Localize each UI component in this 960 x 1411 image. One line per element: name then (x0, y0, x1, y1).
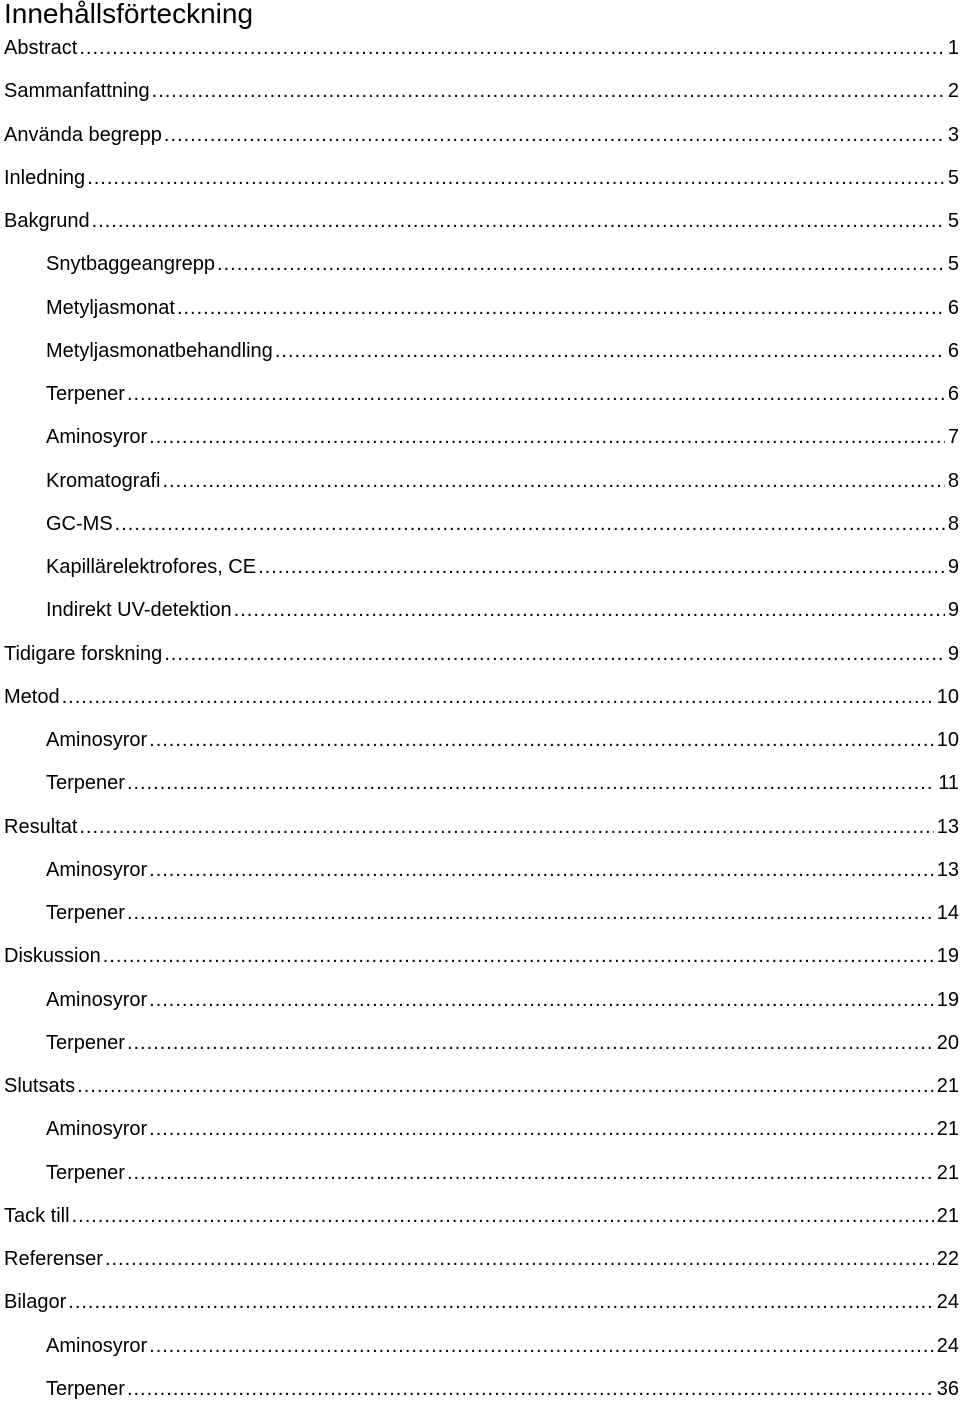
toc-entry-label: Resultat (4, 815, 78, 838)
toc-entry-label: Slutsats (4, 1075, 76, 1097)
toc-entry-page-number: 13 (936, 858, 959, 881)
toc-dot-leader (152, 70, 945, 113)
toc-entry[interactable] (0, 416, 960, 459)
toc-dot-leader (127, 762, 935, 805)
toc-entry-label: Aminosyror (46, 1334, 148, 1357)
toc-entry[interactable] (0, 892, 960, 935)
toc-entry-label: Terpener (46, 1161, 125, 1184)
toc-entry[interactable] (0, 676, 960, 719)
toc-dot-leader (217, 243, 945, 286)
toc-entry-page-number: 9 (947, 642, 959, 665)
toc-entry-label: Terpener (46, 772, 125, 795)
toc-entry-page-number: 13 (936, 815, 959, 838)
toc-dot-leader (149, 1325, 934, 1368)
toc-entry-page-number: 1 (947, 37, 959, 59)
toc-entry-page-number: 21 (936, 1118, 959, 1141)
toc-entry-label: Snytbaggeangrepp (46, 253, 216, 276)
toc-entry-page-number: 5 (947, 166, 959, 189)
toc-entry-label: Bakgrund (4, 210, 90, 232)
toc-dot-leader (149, 1108, 934, 1151)
toc-entry-label: Sammanfattning (4, 80, 150, 103)
toc-entry[interactable] (0, 1022, 960, 1065)
toc-entry-page-number: 24 (936, 1334, 959, 1357)
toc-entry-label: Terpener (46, 1377, 125, 1400)
toc-entry-page-number: 8 (947, 512, 959, 535)
toc-entry-page-number: 21 (936, 1204, 959, 1227)
toc-entry[interactable] (0, 849, 960, 892)
toc-entry[interactable] (0, 1152, 960, 1195)
toc-entry[interactable] (0, 633, 960, 676)
toc-dot-leader (149, 416, 945, 459)
toc-entry-label: Tack till (4, 1204, 70, 1227)
toc-entry-label: Terpener (46, 383, 125, 405)
toc-list (0, 27, 960, 1411)
toc-dot-leader (149, 849, 934, 892)
toc-dot-leader (149, 719, 934, 762)
toc-entry[interactable] (0, 719, 960, 762)
toc-entry-page-number: 7 (947, 426, 959, 449)
toc-dot-leader (79, 806, 933, 849)
toc-dot-leader (92, 200, 945, 243)
toc-entry-label: Terpener (46, 902, 125, 924)
toc-entry-label: Tidigare forskning (4, 642, 163, 665)
toc-entry-page-number: 11 (938, 772, 959, 795)
toc-entry[interactable] (0, 27, 960, 70)
toc-entry[interactable] (0, 806, 960, 849)
toc-entry-label: Indirekt UV-detektion (46, 599, 232, 622)
toc-dot-leader (164, 633, 945, 676)
toc-dot-leader (127, 1152, 934, 1195)
toc-entry[interactable] (0, 1065, 960, 1108)
toc-entry[interactable] (0, 1325, 960, 1368)
toc-dot-leader (127, 892, 934, 935)
toc-entry-page-number: 9 (947, 556, 959, 578)
toc-entry[interactable] (0, 503, 960, 546)
toc-title: Innehållsförteckning (4, 0, 254, 29)
toc-entry-page-number: 20 (936, 1031, 959, 1054)
toc-entry-label: Abstract (4, 37, 78, 59)
toc-dot-leader (105, 1238, 934, 1281)
toc-entry-page-number: 21 (936, 1161, 959, 1184)
toc-entry-page-number: 2 (947, 80, 959, 103)
toc-dot-leader (258, 546, 945, 589)
toc-entry-page-number: 5 (947, 210, 959, 232)
toc-dot-leader (127, 373, 945, 416)
toc-entry[interactable] (0, 1281, 960, 1324)
toc-entry[interactable] (0, 330, 960, 373)
toc-dot-leader (115, 503, 945, 546)
toc-entry-page-number: 8 (947, 469, 959, 492)
toc-dot-leader (62, 676, 934, 719)
toc-entry[interactable] (0, 546, 960, 589)
toc-entry[interactable] (0, 979, 960, 1022)
toc-dot-leader (77, 1065, 934, 1108)
toc-entry[interactable] (0, 1238, 960, 1281)
toc-entry-page-number: 36 (936, 1377, 959, 1400)
toc-entry-label: Aminosyror (46, 729, 148, 751)
toc-dot-leader (177, 287, 945, 330)
toc-dot-leader (87, 157, 945, 200)
toc-entry-page-number: 6 (947, 296, 959, 319)
toc-entry-label: Kapillärelektrofores, CE (46, 556, 257, 578)
toc-entry-label: GC-MS (46, 512, 113, 535)
toc-entry-page-number: 3 (947, 123, 959, 146)
toc-entry-label: Aminosyror (46, 426, 148, 449)
toc-entry[interactable] (0, 157, 960, 200)
toc-entry-label: Terpener (46, 1031, 125, 1054)
toc-entry-page-number: 19 (936, 945, 959, 968)
toc-entry-label: Diskussion (4, 945, 101, 968)
toc-entry-page-number: 14 (936, 902, 959, 924)
toc-entry[interactable] (0, 589, 960, 632)
toc-entry-label: Bilagor (4, 1291, 67, 1314)
toc-entry-page-number: 6 (947, 339, 959, 362)
toc-entry-page-number: 6 (947, 383, 959, 405)
toc-entry-page-number: 21 (936, 1075, 959, 1097)
toc-entry-page-number: 10 (936, 685, 959, 708)
toc-entry-label: Använda begrepp (4, 123, 162, 146)
toc-entry[interactable] (0, 114, 960, 157)
toc-entry[interactable] (0, 70, 960, 113)
toc-entry[interactable] (0, 1195, 960, 1238)
toc-dot-leader (68, 1281, 933, 1324)
toc-dot-leader (79, 27, 945, 70)
toc-entry[interactable] (0, 1368, 960, 1411)
toc-entry[interactable] (0, 373, 960, 416)
toc-entry-page-number: 22 (936, 1248, 959, 1270)
toc-dot-leader (103, 935, 934, 978)
toc-dot-leader (234, 589, 945, 632)
toc-entry[interactable] (0, 935, 960, 978)
toc-entry-label: Metyljasmonatbehandling (46, 339, 273, 362)
toc-entry-page-number: 24 (936, 1291, 959, 1314)
toc-entry-label: Metod (4, 685, 60, 708)
toc-entry-label: Kromatografi (46, 469, 161, 492)
toc-entry-page-number: 19 (936, 988, 959, 1011)
toc-dot-leader (72, 1195, 934, 1238)
toc-dot-leader (149, 979, 934, 1022)
toc-entry-page-number: 10 (936, 729, 959, 751)
toc-entry[interactable] (0, 287, 960, 330)
toc-entry-label: Metyljasmonat (46, 296, 175, 319)
toc-dot-leader (163, 460, 945, 503)
toc-dot-leader (275, 330, 945, 373)
toc-entry-page-number: 9 (947, 599, 959, 622)
toc-dot-leader (127, 1022, 934, 1065)
toc-entry[interactable] (0, 243, 960, 286)
toc-entry[interactable] (0, 460, 960, 503)
toc-entry[interactable] (0, 200, 960, 243)
toc-entry[interactable] (0, 1108, 960, 1151)
toc-entry-label: Aminosyror (46, 858, 148, 881)
toc-entry[interactable] (0, 762, 960, 805)
toc-entry-label: Referenser (4, 1248, 103, 1270)
toc-dot-leader (127, 1368, 934, 1411)
toc-entry-label: Inledning (4, 166, 86, 189)
toc-entry-page-number: 5 (947, 253, 959, 276)
toc-dot-leader (164, 114, 945, 157)
toc-entry-label: Aminosyror (46, 1118, 148, 1141)
toc-entry-label: Aminosyror (46, 988, 148, 1011)
